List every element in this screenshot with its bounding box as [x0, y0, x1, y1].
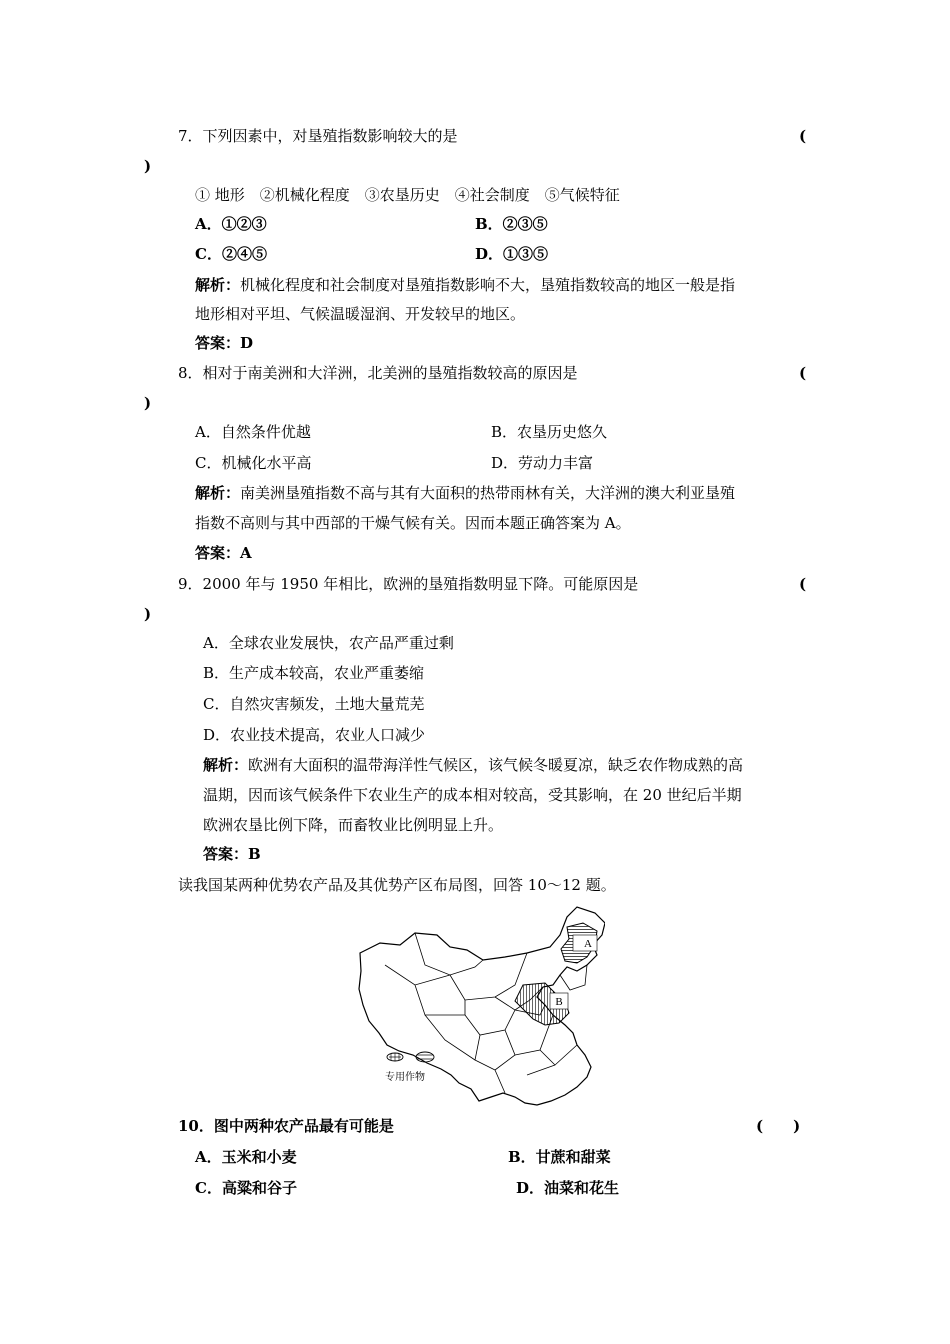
legend-wheat-icon: [387, 1053, 403, 1061]
q9-answer: [203, 844, 261, 864]
q9-analysis-line-3: 欧洲农垦比例下降，而畜牧业比例明显上升。: [203, 816, 504, 834]
q10-option-c[interactable]: C．高粱和谷子: [195, 1179, 297, 1197]
q8-answer: [195, 543, 252, 563]
q7-stem: 7．下列因素中，对垦殖指数影响较大的是: [178, 127, 458, 145]
q8-option-a[interactable]: A．自然条件优越: [195, 423, 311, 441]
q10-option-d[interactable]: D．油菜和花生: [516, 1179, 620, 1197]
q9-option-b[interactable]: B．生产成本较高，农业严重萎缩: [203, 664, 425, 682]
q8-answer-label: 答案：: [195, 544, 241, 562]
legend-label: 专用作物: [385, 1072, 425, 1083]
map-intro: 读我国某两种优势农产品及其优势产区布局图，回答 10～12 题。: [178, 876, 616, 894]
q9-option-a[interactable]: A．全球农业发展快，农产品严重过剩: [203, 634, 454, 652]
q8-option-c[interactable]: C．机械化水平高: [195, 454, 312, 472]
q7-answer: [195, 333, 253, 353]
q8-option-b[interactable]: B．农垦历史悠久: [491, 423, 608, 441]
q9-analysis-line-1: 欧洲有大面积的温带海洋性气候区，该气候冬暖夏凉，缺乏农作物成熟的高: [248, 756, 744, 774]
q9-stem: 9．2000 年与 1950 年相比，欧洲的垦殖指数明显下降。可能原因是: [178, 575, 639, 593]
region-b-label: B: [555, 996, 563, 1008]
q9-answer-value: B: [248, 845, 261, 863]
q9-option-d[interactable]: D．农业技术提高，农业人口减少: [203, 726, 426, 744]
q8-paren-close: ): [144, 394, 152, 412]
q10-stem: 10．图中两种农产品最有可能是: [178, 1117, 394, 1135]
q9-analysis: [203, 755, 743, 775]
q9-answer-label: 答案：: [203, 845, 249, 863]
china-crop-map: [355, 905, 605, 1110]
q8-answer-value: A: [240, 544, 252, 562]
q9-paren-close: ): [144, 605, 152, 623]
q7-analysis-line-1: 机械化程度和社会制度对垦殖指数影响不大，垦殖指数较高的地区一般是指: [240, 276, 736, 294]
q7-paren-open: (: [799, 127, 807, 145]
q10-paren: ( ): [756, 1117, 801, 1135]
q9-paren-open: (: [799, 575, 807, 593]
q9-option-c[interactable]: C．自然灾害频发，土地大量荒芜: [203, 695, 425, 713]
q7-option-d[interactable]: D．①③⑤: [475, 245, 549, 263]
q7-answer-label: 答案：: [195, 334, 241, 352]
q9-analysis-label: 解析：: [203, 756, 249, 774]
q8-option-d[interactable]: D．劳动力丰富: [491, 454, 594, 472]
q8-analysis-label: 解析：: [195, 484, 241, 502]
q7-answer-value: D: [240, 334, 254, 352]
q7-factors: ① 地形 ②机械化程度 ③农垦历史 ④社会制度 ⑤气候特征: [195, 186, 620, 204]
q7-paren-close: ): [144, 157, 152, 175]
region-a-label: A: [584, 938, 592, 950]
q7-option-b[interactable]: B．②③⑤: [475, 215, 548, 233]
q8-analysis-line-1: 南美洲垦殖指数不高与其有大面积的热带雨林有关，大洋洲的澳大利亚垦殖: [240, 484, 736, 502]
q8-paren-open: (: [799, 364, 807, 382]
q10-option-a[interactable]: A．玉米和小麦: [195, 1148, 297, 1166]
q8-stem: 8．相对于南美洲和大洋洲，北美洲的垦殖指数较高的原因是: [178, 364, 578, 382]
q9-analysis-line-2: 温期，因而该气候条件下农业生产的成本相对较高，受其影响，在 20 世纪后半期: [203, 786, 742, 804]
q7-analysis-line-2: 地形相对平坦、气候温暖湿润、开发较早的地区。: [195, 305, 526, 323]
q10-option-b[interactable]: B．甘蔗和甜菜: [508, 1148, 611, 1166]
q7-option-a[interactable]: A．①②③: [195, 215, 267, 233]
q7-analysis: [195, 275, 735, 295]
q7-option-c[interactable]: C．②④⑤: [195, 245, 267, 263]
q8-analysis: [195, 483, 735, 503]
q8-analysis-line-2: 指数不高则与其中西部的干燥气候有关。因而本题正确答案为 A。: [195, 514, 631, 532]
q7-analysis-label: 解析：: [195, 276, 241, 294]
